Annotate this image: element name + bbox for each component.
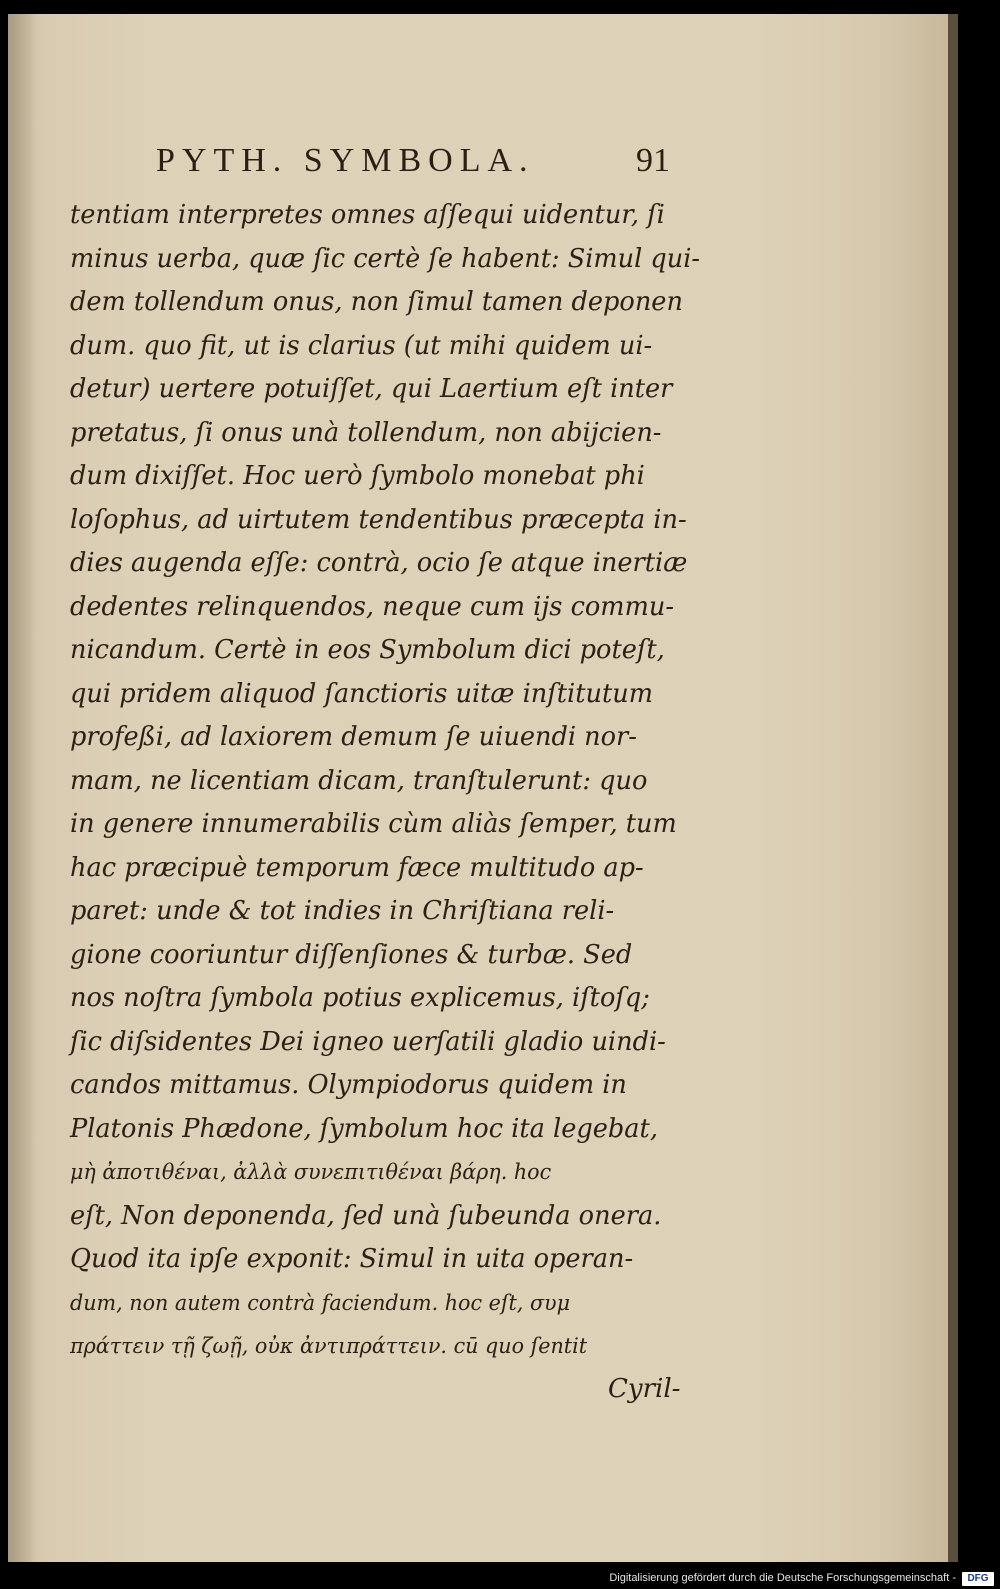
text-line: πράττειν τῇ ζωῇ, οὐκ ἀντιπράττειν. cū quo ſentit [70,1334,588,1358]
footer-credit-text: Digitalisierung gefördert durch die Deutsche Forschungsgemeinschaft - [609,1572,956,1584]
text-line: hac præcipuè temporum fæce multitudo ap- [70,852,644,883]
text-line: gione cooriuntur diſſenſiones & turbæ. Sed [70,939,633,970]
text-line: pretatus, ſi onus unà tollendum, non abijcien- [70,417,662,448]
running-head-title: PYTH. SYMBOLA. [156,142,535,179]
text-line: detur) uertere potuiſſet, qui Laertium eſt inter [70,374,673,404]
text-line: ſic diſsidentes Dei igneo uerſatili gladio uindi- [70,1026,666,1057]
text-line: nos noſtra ſymbola potius explicemus, iſtoſq; [70,983,650,1013]
text-line: in genere innumerabilis cùm aliàs ſemper, tum [70,809,677,839]
text-line: dedentes relinquendos, neque cum ijs commu- [70,591,674,622]
text-line: paret: unde & tot indies in Chriſtiana reli- [70,896,615,926]
page-number: 91 [636,142,670,179]
text-line: nicandum. Certè in eos Symbolum dici poteſt, [70,635,665,665]
text-line: dies augenda eſſe: contrà, ocio ſe atque inertiæ [70,548,688,578]
text-line: Quod ita ipſe exponit: Simul in uita operan- [70,1244,634,1274]
text-line: μὴ ἀποτιθέναι, ἀλλὰ συνεπιτιθέναι βάρη. hoc [70,1160,552,1184]
text-line: qui pridem aliquod ſanctioris uitæ inſtitutum [70,678,654,709]
text-line: dum, non autem contrà faciendum. hoc eſt, συμ [70,1290,571,1315]
page-gutter-shadow [8,14,36,1562]
text-line: dem tollendum onus, non ſimul tamen deponen [70,287,683,317]
body-text [70,194,710,1369]
dfg-logo-icon: DFG [962,1572,994,1586]
text-line: loſophus, ad uirtutem tendentibus præcepta in- [70,504,687,535]
text-line: dum dixiſſet. Hoc uerò ſymbolo monebat phi [70,461,645,491]
text-line: Platonis Phædone, ſymbolum hoc ita legebat, [70,1113,658,1144]
text-line: tentiam interpretes omnes aſſequi uidentur, ſi [70,200,665,230]
book-page [8,14,958,1562]
text-line: dum. quo fit, ut is clarius (ut mihi quidem ui- [70,330,653,361]
digitization-footer [0,1570,1000,1589]
text-line: profeßi, ad laxiorem demum ſe uiuendi nor- [70,722,637,752]
catchword: Cyril- [608,1374,681,1404]
text-line: mam, ne licentiam dicam, tranſtulerunt: quo [70,765,648,796]
running-head [8,142,958,192]
text-line: candos mittamus. Olympiodorus quidem in [70,1070,627,1100]
text-line: minus uerba, quæ ſic certè ſe habent: Simul qui- [70,243,700,274]
text-line: eſt, Non deponenda, ſed unà ſubeunda onera. [70,1200,662,1231]
